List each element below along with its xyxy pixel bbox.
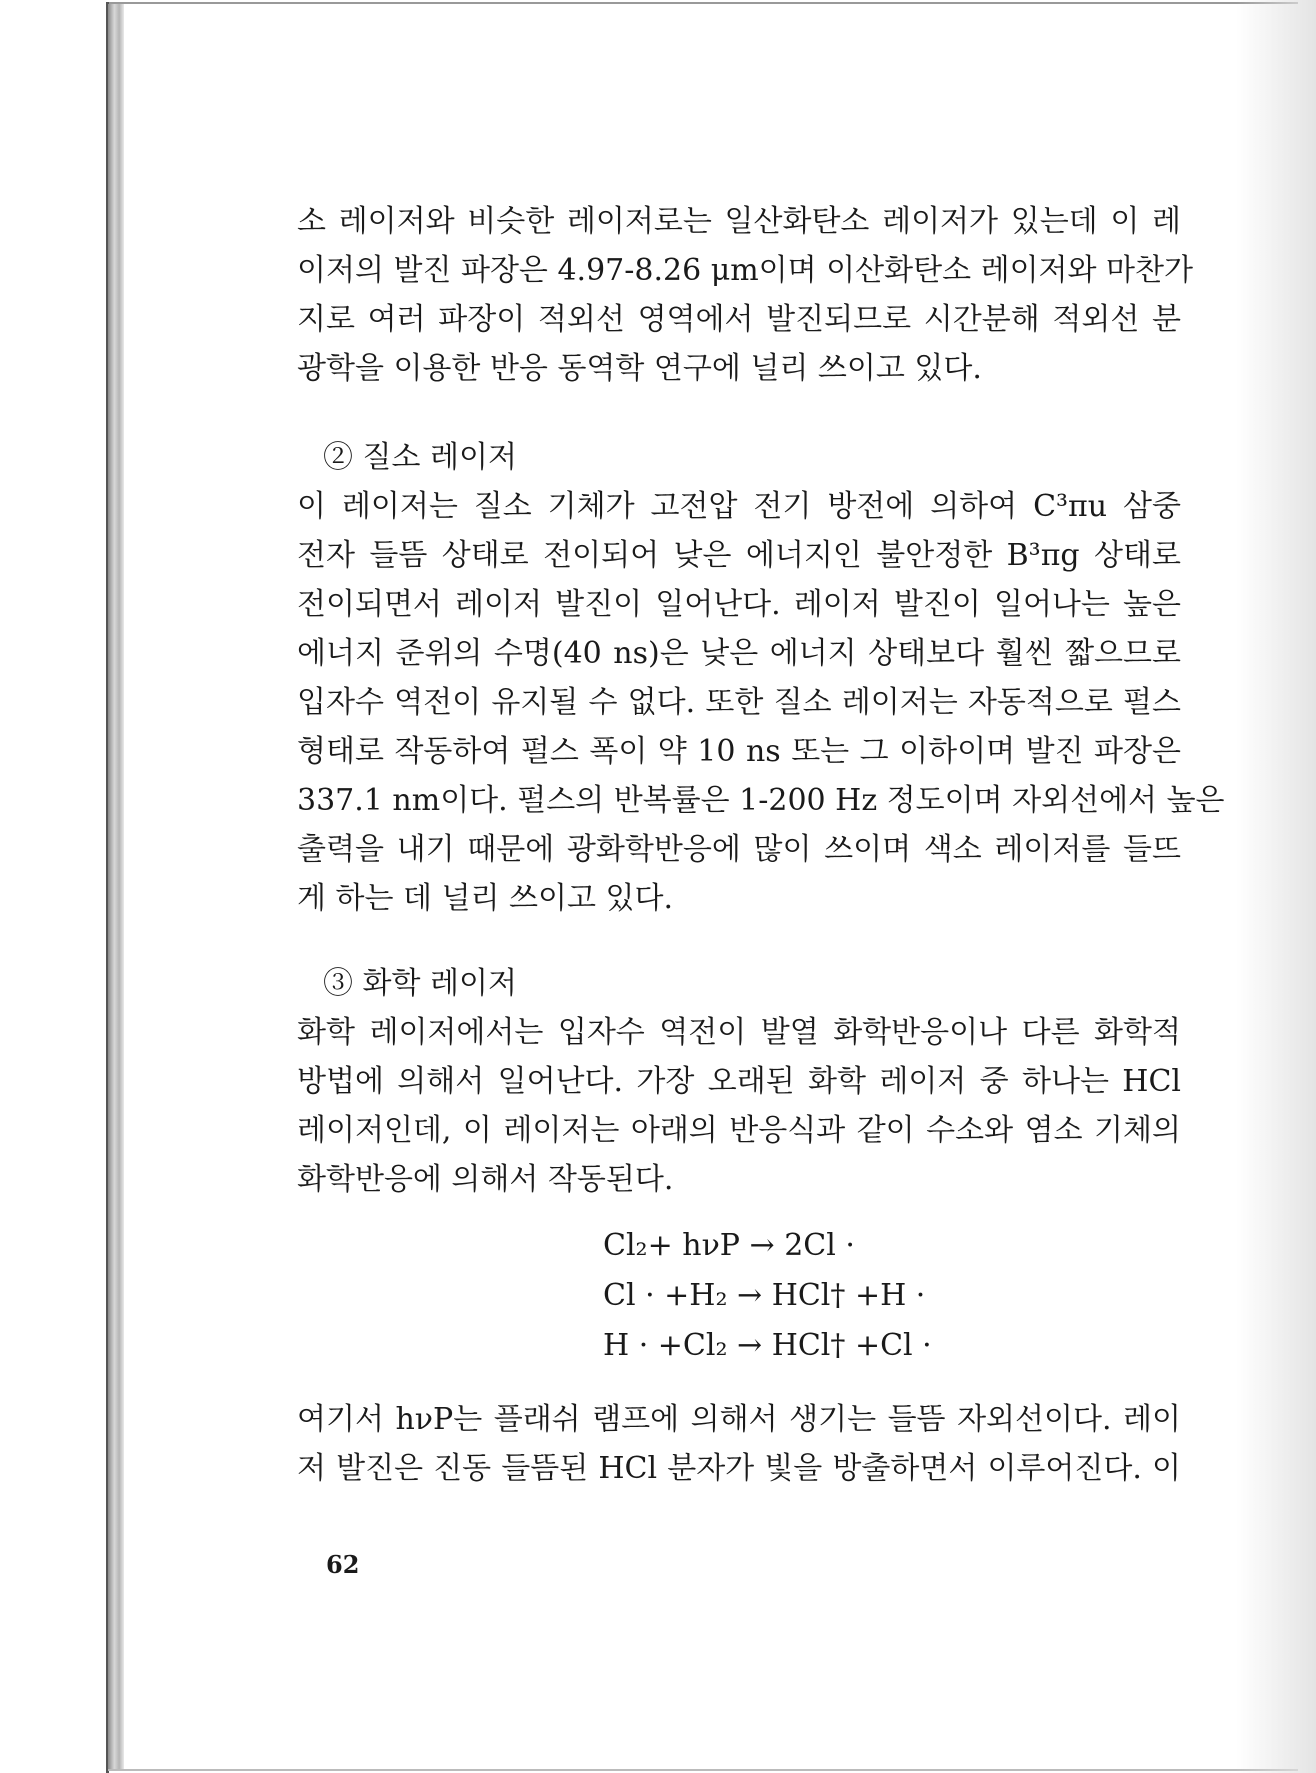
text-line: 에너지 준위의 수명(40 ns)은 낮은 에너지 상태보다 훨씬 짧으므로 [297, 636, 1181, 671]
text-line: 방법에 의해서 일어난다. 가장 오래된 화학 레이저 중 하나는 HCl [297, 1064, 1181, 1099]
text-line: 레이저인데, 이 레이저는 아래의 반응식과 같이 수소와 염소 기체의 [297, 1113, 1181, 1148]
page-spine-edge [108, 4, 124, 1771]
text-line: 게 하는 데 널리 쓰이고 있다. [297, 881, 673, 916]
text-line: 전자 들뜸 상태로 전이되어 낮은 에너지인 불안정한 B³πg 상태로 [297, 538, 1181, 573]
page-right-shadow [1236, 0, 1316, 1773]
text-line: 여기서 hνP는 플래쉬 램프에 의해서 생기는 들뜸 자외선이다. 레이 [297, 1402, 1181, 1437]
text-line: 화학반응에 의해서 작동된다. [297, 1162, 674, 1197]
equation: H · +Cl₂ → HCl† +Cl · [603, 1328, 932, 1363]
text-line: 지로 여러 파장이 적외선 영역에서 발진되므로 시간분해 적외선 분 [297, 302, 1181, 337]
equation: Cl₂+ hνP → 2Cl · [603, 1228, 855, 1263]
text-line: 화학 레이저에서는 입자수 역전이 발열 화학반응이나 다른 화학적 [297, 1015, 1181, 1050]
page-top-edge [108, 2, 1298, 4]
text-line: 광학을 이용한 반응 동역학 연구에 널리 쓰이고 있다. [297, 351, 982, 386]
text-line: 출력을 내기 때문에 광화학반응에 많이 쓰이며 색소 레이저를 들뜨 [297, 832, 1181, 867]
text-line: 이저의 발진 파장은 4.97-8.26 μm이며 이산화탄소 레이저와 마찬가 [297, 253, 1193, 288]
text-line: 저 발진은 진동 들뜸된 HCl 분자가 빛을 방출하면서 이루어진다. 이 [297, 1451, 1181, 1486]
section-heading: ② 질소 레이저 [323, 440, 517, 475]
text-line: 소 레이저와 비슷한 레이저로는 일산화탄소 레이저가 있는데 이 레 [297, 204, 1181, 239]
section-heading: ③ 화학 레이저 [323, 966, 517, 1001]
equation: Cl · +H₂ → HCl† +H · [603, 1278, 926, 1313]
text-line: 337.1 nm이다. 펄스의 반복률은 1-200 Hz 정도이며 자외선에서 높은 [297, 783, 1225, 818]
text-line: 이 레이저는 질소 기체가 고전압 전기 방전에 의하여 C³πu 삼중 [297, 489, 1181, 524]
page-number: 62 [326, 1550, 360, 1579]
page-bottom-edge [108, 1769, 1298, 1771]
text-line: 전이되면서 레이저 발진이 일어난다. 레이저 발진이 일어나는 높은 [297, 587, 1181, 622]
text-line: 입자수 역전이 유지될 수 없다. 또한 질소 레이저는 자동적으로 펄스 [297, 685, 1181, 720]
text-line: 형태로 작동하여 펄스 폭이 약 10 ns 또는 그 이하이며 발진 파장은 [297, 734, 1181, 769]
